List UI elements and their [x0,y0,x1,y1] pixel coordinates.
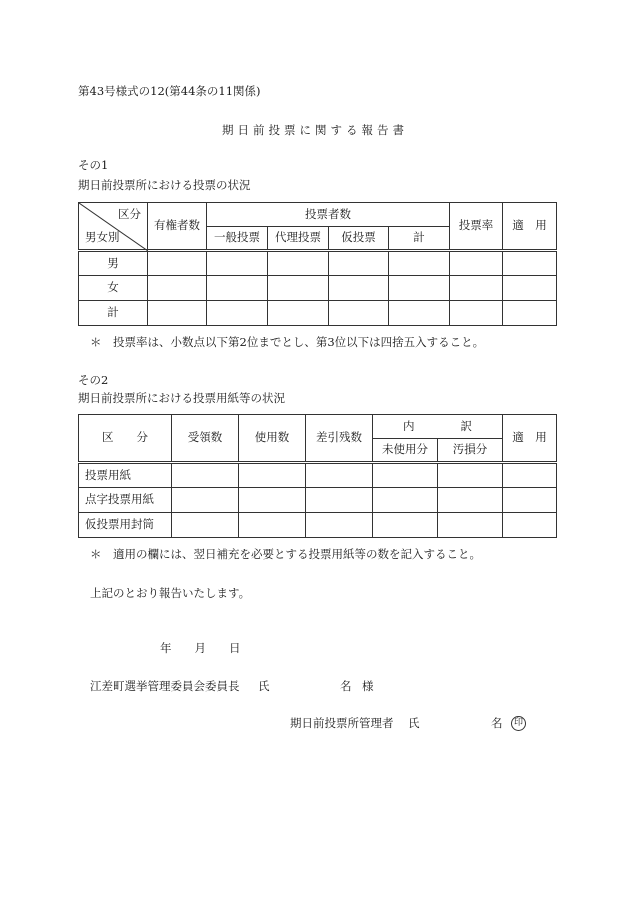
cell-input[interactable] [207,276,268,301]
cell-input[interactable] [438,488,503,513]
header-category: 区分 [118,207,141,221]
cell-input[interactable] [306,513,373,538]
cell-input[interactable] [268,251,329,276]
cell-input[interactable] [389,251,450,276]
cell-input[interactable] [268,301,329,326]
row-label-provisional-envelope: 仮投票用封筒 [79,513,172,538]
cell-input[interactable] [306,488,373,513]
date-line: 年 月 日 [160,641,241,655]
cell-input[interactable] [172,488,239,513]
cell-input[interactable] [239,513,306,538]
cell-input[interactable] [503,488,557,513]
document-title: 期日前投票に関する報告書 [222,123,408,137]
row-label-total: 計 [79,301,148,326]
header-general: 一般投票 [207,227,268,251]
cell-input[interactable] [450,276,503,301]
cell-input[interactable] [503,251,557,276]
header-total: 計 [389,227,450,251]
cell-input[interactable] [329,251,389,276]
addressee-mei: 名 [340,679,352,693]
table-row [79,463,557,488]
cell-input[interactable] [268,276,329,301]
part2-subheading: 期日前投票所における投票用紙等の状況 [78,391,285,405]
row-label-female: 女 [79,276,148,301]
header-rate: 投票率 [450,203,503,251]
cell-input[interactable] [503,276,557,301]
cell-input[interactable] [373,513,438,538]
table-row [79,276,557,301]
part1-heading: その1 [78,158,109,172]
header-eligible: 有権者数 [148,203,207,251]
addressee-org: 江差町選挙管理委員会委員長 [90,679,240,693]
table-header-row [79,203,557,227]
cell-input[interactable] [172,513,239,538]
part1-subheading: 期日前投票所における投票の状況 [78,178,251,192]
table-row [79,513,557,538]
header-remarks: 適 用 [503,203,557,251]
signer-role: 期日前投票所管理者 [290,716,394,730]
row-label-male: 男 [79,251,148,276]
part2-note: ＊ 適用の欄には、翌日補充を必要とする投票用紙等の数を記入すること。 [90,547,481,561]
header-balance: 差引残数 [306,415,373,463]
cell-input[interactable] [207,301,268,326]
form-number: 第43号様式の12(第44条の11関係) [78,84,261,98]
diagonal-header-cell [79,203,148,251]
cell-input[interactable] [450,251,503,276]
voting-status-table [78,202,557,326]
signer-mei: 名 [491,716,503,730]
header-voters: 投票者数 [207,203,450,227]
row-label-ballot: 投票用紙 [79,463,172,488]
cell-input[interactable] [148,301,207,326]
signer-shi: 氏 [408,716,420,730]
cell-input[interactable] [503,513,557,538]
header-category: 区 分 [79,415,172,463]
cell-input[interactable] [389,276,450,301]
cell-input[interactable] [438,513,503,538]
seal-icon: 印 [511,716,526,731]
cell-input[interactable] [329,301,389,326]
cell-input[interactable] [438,463,503,488]
cell-input[interactable] [306,463,373,488]
header-provisional: 仮投票 [329,227,389,251]
table-header-row [79,415,557,439]
header-breakdown: 内 訳 [373,415,503,439]
cell-input[interactable] [148,276,207,301]
addressee-sama: 様 [362,679,374,693]
header-unused: 未使用分 [373,439,438,463]
cell-input[interactable] [239,488,306,513]
header-gender: 男女別 [85,229,120,244]
header-damaged: 汚損分 [438,439,503,463]
part1-note: ＊ 投票率は、小数点以下第2位までとし、第3位以下は四捨五入すること。 [90,335,485,349]
seal-mark [511,716,526,731]
table-row [79,251,557,276]
table-row [79,301,557,326]
cell-input[interactable] [239,463,306,488]
header-proxy: 代理投票 [268,227,329,251]
cell-input[interactable] [503,463,557,488]
closing-statement: 上記のとおり報告いたします。 [90,586,251,600]
cell-input[interactable] [389,301,450,326]
cell-input[interactable] [148,251,207,276]
cell-input[interactable] [373,463,438,488]
addressee-shi: 氏 [258,679,270,693]
ballot-status-table [78,414,557,538]
part2-heading: その2 [78,373,109,387]
cell-input[interactable] [329,276,389,301]
cell-input[interactable] [503,301,557,326]
cell-input[interactable] [450,301,503,326]
header-remarks: 適 用 [503,415,557,463]
header-received: 受領数 [172,415,239,463]
table-row [79,488,557,513]
header-used: 使用数 [239,415,306,463]
row-label-braille-ballot: 点字投票用紙 [79,488,172,513]
cell-input[interactable] [172,463,239,488]
cell-input[interactable] [207,251,268,276]
cell-input[interactable] [373,488,438,513]
